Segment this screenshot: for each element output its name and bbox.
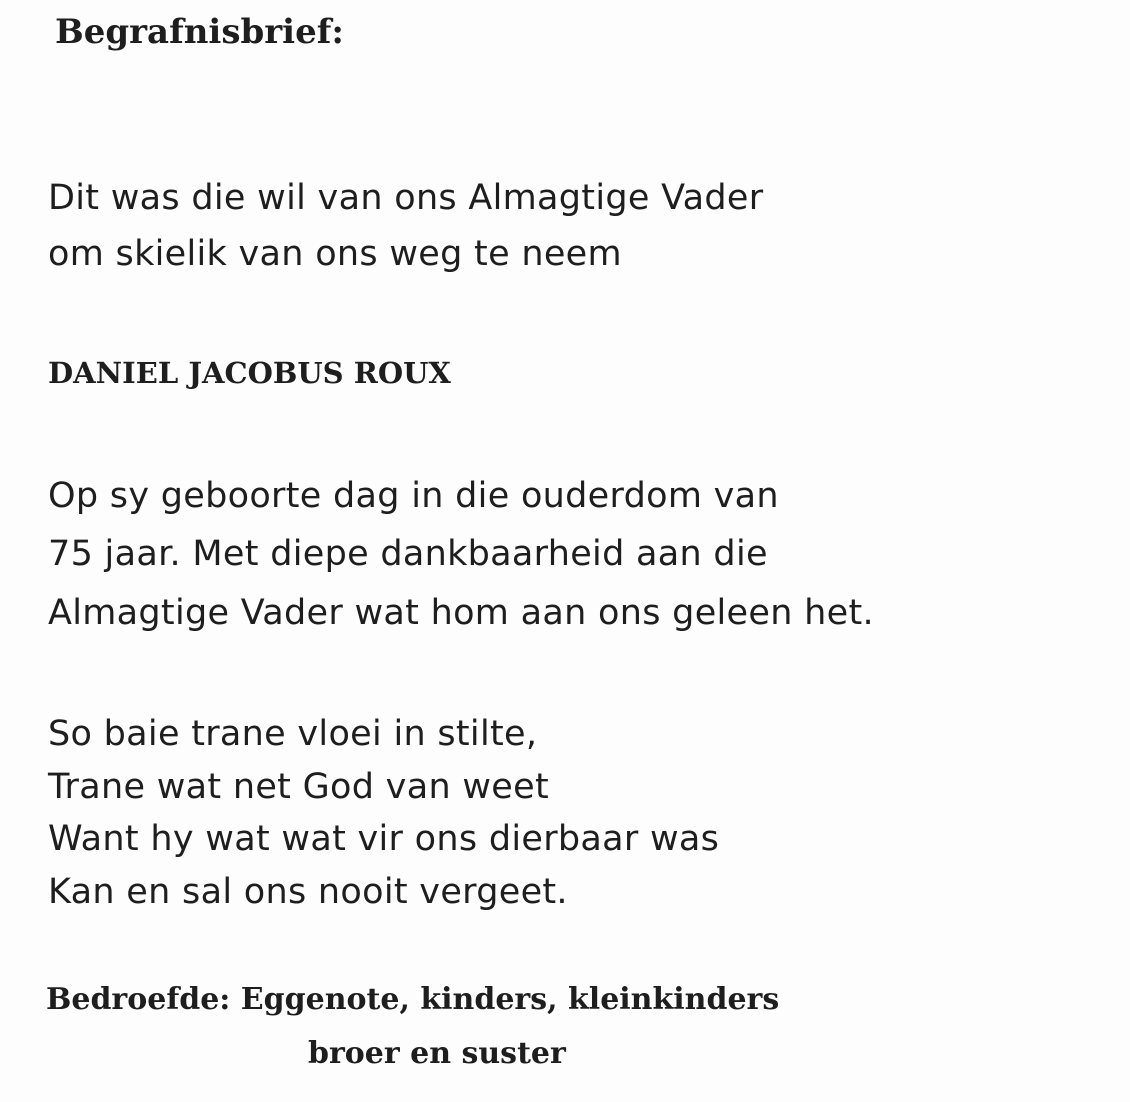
- paragraph-line: Op sy geboorte dag in die ouderdom van: [48, 476, 779, 516]
- mourners-line: broer en suster: [308, 1036, 566, 1071]
- paragraph-line: Almagtige Vader wat hom aan ons geleen het.: [48, 593, 874, 633]
- poem-line: Trane wat net God van weet: [48, 767, 549, 807]
- poem-line: Kan en sal ons nooit vergeet.: [48, 872, 568, 912]
- poem-line: So baie trane vloei in stilte,: [48, 714, 538, 754]
- intro-line: om skielik van ons weg te neem: [48, 234, 622, 274]
- deceased-name: DANIEL JACOBUS ROUX: [48, 356, 451, 390]
- document-title: Begrafnisbrief:: [55, 12, 344, 52]
- mourners-line: Bedroefde: Eggenote, kinders, kleinkinders: [46, 982, 780, 1017]
- paragraph-line: 75 jaar. Met diepe dankbaarheid aan die: [48, 534, 768, 574]
- intro-line: Dit was die wil van ons Almagtige Vader: [48, 178, 764, 218]
- poem-line: Want hy wat wat vir ons dierbaar was: [48, 819, 720, 859]
